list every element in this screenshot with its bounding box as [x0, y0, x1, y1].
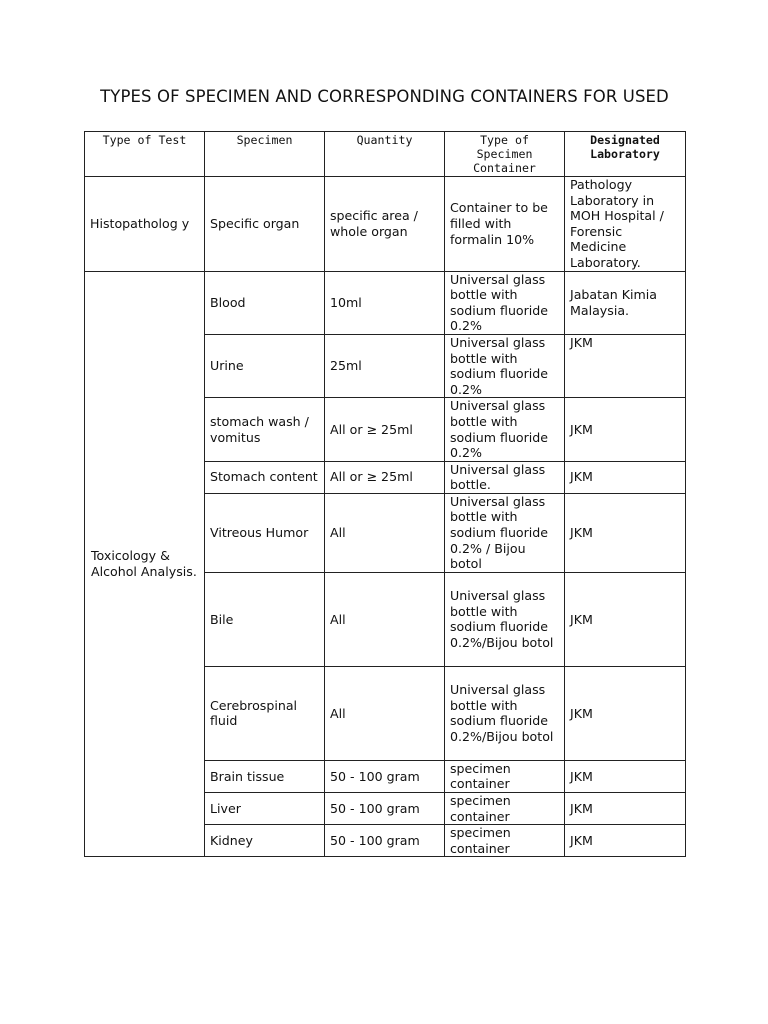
- laboratory-cell: JKM: [565, 572, 686, 666]
- header-specimen: Specimen: [205, 132, 325, 177]
- specimen-cell: Kidney: [205, 825, 325, 857]
- specimen-cell: Brain tissue: [205, 760, 325, 792]
- laboratory-cell: JKM: [565, 461, 686, 493]
- container-cell: Universal glass bottle with sodium fluoride 0.2%/Bijou botol: [445, 666, 565, 760]
- laboratory-cell: JKM: [565, 398, 686, 461]
- quantity-cell: 25ml: [325, 334, 445, 397]
- specimen-cell: Vitreous Humor: [205, 493, 325, 572]
- container-cell: specimen container: [445, 760, 565, 792]
- quantity-cell: 50 - 100 gram: [325, 825, 445, 857]
- header-type-of-test: Type of Test: [85, 132, 205, 177]
- quantity-cell: All: [325, 493, 445, 572]
- specimen-cell: Bile: [205, 572, 325, 666]
- header-row: [85, 132, 686, 177]
- laboratory-cell: JKM: [565, 793, 686, 825]
- test-type-cell: Histopatholog y: [85, 177, 205, 272]
- quantity-cell: All: [325, 666, 445, 760]
- container-cell: specimen container: [445, 793, 565, 825]
- specimen-cell: Stomach content: [205, 461, 325, 493]
- specimen-cell: Blood: [205, 271, 325, 334]
- laboratory-cell: JKM: [565, 760, 686, 792]
- laboratory-cell: Pathology Laboratory in MOH Hospital / Forensic Medicine Laboratory.: [565, 177, 686, 272]
- test-type-cell: Toxicology & Alcohol Analysis.: [85, 271, 205, 857]
- specimen-table: [84, 131, 686, 857]
- header-designated-laboratory: Designated Laboratory: [565, 132, 686, 177]
- table-row: [85, 271, 686, 334]
- specimen-cell: Cerebrospinal fluid: [205, 666, 325, 760]
- quantity-cell: 50 - 100 gram: [325, 793, 445, 825]
- quantity-cell: All: [325, 572, 445, 666]
- specimen-cell: Specific organ: [205, 177, 325, 272]
- container-cell: Universal glass bottle with sodium fluoride 0.2%: [445, 398, 565, 461]
- laboratory-cell: JKM: [565, 666, 686, 760]
- header-quantity: Quantity: [325, 132, 445, 177]
- specimen-cell: stomach wash / vomitus: [205, 398, 325, 461]
- laboratory-cell: JKM: [565, 825, 686, 857]
- container-cell: Universal glass bottle with sodium fluoride 0.2% / Bijou botol: [445, 493, 565, 572]
- laboratory-cell: JKM: [565, 493, 686, 572]
- quantity-cell: 10ml: [325, 271, 445, 334]
- container-cell: Universal glass bottle.: [445, 461, 565, 493]
- container-cell: Universal glass bottle with sodium fluoride 0.2%/Bijou botol: [445, 572, 565, 666]
- specimen-cell: Urine: [205, 334, 325, 397]
- laboratory-cell: JKM: [565, 334, 686, 397]
- container-cell: Universal glass bottle with sodium fluoride 0.2%: [445, 271, 565, 334]
- header-specimen-container: Type of Specimen Container: [445, 132, 565, 177]
- specimen-cell: Liver: [205, 793, 325, 825]
- quantity-cell: 50 - 100 gram: [325, 760, 445, 792]
- quantity-cell: All or ≥ 25ml: [325, 461, 445, 493]
- page-title: TYPES OF SPECIMEN AND CORRESPONDING CONTAINERS FOR USED: [100, 87, 669, 106]
- laboratory-cell: Jabatan Kimia Malaysia.: [565, 271, 686, 334]
- container-cell: specimen container: [445, 825, 565, 857]
- table-row: [85, 177, 686, 272]
- container-cell: Universal glass bottle with sodium fluoride 0.2%: [445, 334, 565, 397]
- quantity-cell: All or ≥ 25ml: [325, 398, 445, 461]
- quantity-cell: specific area / whole organ: [325, 177, 445, 272]
- container-cell: Container to be filled with formalin 10%: [445, 177, 565, 272]
